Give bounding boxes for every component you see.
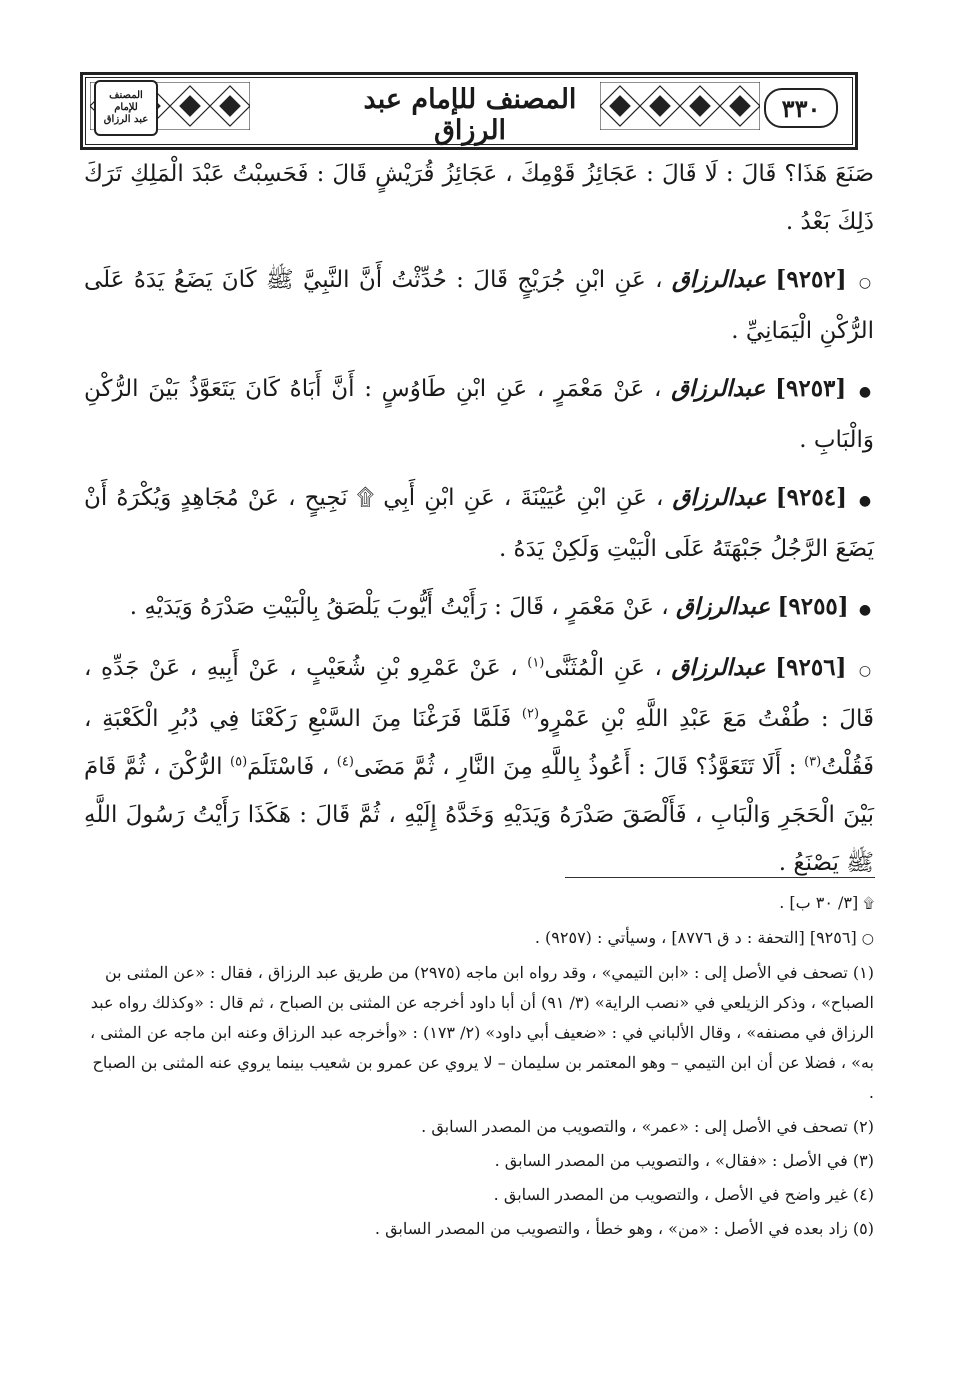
- hollow-circle-icon: [856, 256, 874, 307]
- paragraph-continuation: صَنَعَ هَذَا؟ قَالَ : لَا قَالَ : عَجَائِزُ قَوْمِكَ ، عَجَائِزُ قُرَيْشٍ قَالَ : فَحَسِبْتُ عَبْدَ الْمَلِكِ تَرَكَ ذَلِكَ بَعْدُ .: [84, 161, 874, 235]
- footnote-ref: (٢): [521, 706, 540, 722]
- page-number: ٣٣٠: [764, 88, 838, 128]
- narrator-name: عبدالرزاق: [671, 375, 766, 402]
- footnotes: [84, 888, 874, 1248]
- footnote-ref: (٤): [336, 754, 354, 770]
- hadith-text: ، عَنِ ابْنِ جُرَيْجٍ قَالَ : حُدِّثْتُ أَنَّ النَّبِيَّ ﷺ كَانَ يَضَعُ يَدَهُ عَلَى الرُّكْنِ الْيَمَانِيِّ .: [84, 267, 874, 344]
- hadith-number: [٩٢٥٤]: [775, 484, 847, 511]
- footnote-5: (٥) زاد بعده في الأصل : «من» ، وهو خطأ ، والتصويب من المصدر السابق .: [374, 1219, 874, 1238]
- hadith-text: الرُّكْنَ ، ثُمَّ قَامَ بَيْنَ الْحَجَرِ وَالْبَابِ ، فَأَلْصَقَ صَدْرَهُ وَيَدَيْهِ وَخَدَّهُ إِلَيْهِ ، ثُمَّ قَالَ : هَكَذَا رَأَيْتُ رَسُولَ اللَّهِ ﷺ يَصْنَعُ .: [84, 754, 874, 876]
- hadith-text: ، عَنْ عَمْرِو بْنِ شُعَيْبٍ ، عَنْ أَبِيهِ ، عَنْ جَدِّهِ ، قَالَ : طُفْتُ مَعَ عَبْدِ اللَّهِ بْنِ عَمْرٍو: [84, 655, 874, 732]
- seal-line: للإمام: [114, 102, 138, 113]
- manuscript-ref: [84, 888, 874, 919]
- manuscript-ref-text: [٣/ ٣٠ ب] .: [779, 893, 859, 912]
- filled-circle-icon: [856, 365, 874, 416]
- seal-line: المصنف: [109, 90, 143, 101]
- hadith-number: [٩٢٥٢]: [775, 266, 847, 293]
- hadith-text: ، عَنْ مَعْمَرٍ ، عَنِ ابْنِ طَاوُسٍ : أَنَّ أَبَاهُ كَانَ يَتَعَوَّذُ بَيْنَ الرُّكْنِ وَالْبَابِ .: [84, 376, 874, 453]
- hollow-circle-icon: [856, 644, 874, 695]
- narrator-name: عبدالرزاق: [676, 593, 771, 620]
- manuscript-marker-icon: ۩: [863, 896, 874, 912]
- page-header: [80, 72, 858, 150]
- hadith-9254: [84, 474, 874, 573]
- footnote-1: (١) تصحف في الأصل إلى : «ابن التيمي» ، وقد رواه ابن ماجه (٢٩٧٥) من طريق عبد الرزاق ، فقال : «عن المثنى بن الصباح» ، وذكر الزيلعي في «نصب الراية» (٣/ ٩١) أن أبا داود أخرجه عن المثنى بن الصباح ، ثم قال : «وكذلك رواه عبد الرزاق في مصنفه» ، وقال الألباني في : «ضعيف أبي داود» (٢/ ١٧٣) : «وأخرجه عبد الرزاق وعنه ابن ماجه عن المثنى ، به» ، فضلا عن أن ابن التيمي – وهو المعتمر بن سليمان – لا يروي عن عمرو بن شعيب بينما يروي عنه المثنى بن الصباح .: [89, 963, 874, 1102]
- footnote-separator: [565, 877, 875, 878]
- hadith-number: [٩٢٥٦]: [775, 654, 847, 681]
- footnote-ref: (٥): [230, 754, 248, 770]
- narrator-name: عبدالرزاق: [671, 654, 766, 681]
- book-seal-logo: [94, 80, 158, 136]
- footnote-4: (٤) غير واضح في الأصل ، والتصويب من المصدر السابق .: [493, 1185, 874, 1204]
- narrator-name: عبدالرزاق: [671, 266, 767, 293]
- seal-line: عبد الرزاق: [103, 114, 149, 125]
- book-title: المصنف للإمام عبد الرزاق: [363, 84, 577, 146]
- ornament-right: [600, 82, 760, 130]
- hadith-number: [٩٢٥٣]: [775, 375, 847, 402]
- hadith-9256: [84, 644, 874, 887]
- tuhfa-ref-text: [التحفة : د ق ٨٧٧٦] ، وسيأتي : (٩٢٥٧) .: [534, 928, 805, 947]
- hadith-text: ، عَنْ مَعْمَرٍ ، قَالَ : رَأَيْتُ أَيُّوبَ يَلْصَقُ بِالْبَيْتِ صَدْرَهُ وَيَدَيْهِ .: [129, 594, 669, 620]
- hadith-text: ، عَنِ الْمُثَنَّى: [544, 655, 662, 681]
- hadith-text: ، عَنِ ابْنِ عُيَيْنَةَ ، عَنِ ابْنِ أَبِي ۩ نَجِيحٍ ، عَنْ مُجَاهِدٍ وَيُكْرَهُ أَنْ يَضَعَ الرَّجُلُ جَبْهَتَهُ عَلَى الْبَيْتِ وَلَكِنْ يَدَهُ .: [84, 485, 874, 562]
- tuhfa-ref: [84, 923, 874, 954]
- hollow-circle-icon: ○: [861, 931, 874, 947]
- footnote-2: (٢) تصحف في الأصل إلى : «عمر» ، والتصويب من المصدر السابق .: [421, 1117, 874, 1136]
- hadith-text: ، فَاسْتَلَمَ: [247, 754, 330, 780]
- hadith-text: فَلَمَّا فَرَغْنَا مِنَ السَّبْعِ رَكَعْنَا فِي دُبُرِ الْكَعْبَةِ ، فَقُلْتُ: [84, 706, 875, 780]
- main-text: [84, 150, 874, 897]
- tuhfa-hadith-number: [٩٢٥٦]: [809, 928, 857, 947]
- filled-circle-icon: [856, 583, 874, 634]
- filled-circle-icon: [856, 474, 874, 525]
- hadith-9255: [84, 583, 874, 634]
- footnote-ref: (١): [527, 655, 545, 671]
- hadith-text: : أَلَا تَتَعَوَّذُ؟ قَالَ : أَعُوذُ بِاللَّهِ مِنَ النَّارِ ، ثُمَّ مَضَى: [353, 754, 797, 780]
- footnote-3: (٣) في الأصل : «فقال» ، والتصويب من المصدر السابق .: [494, 1151, 874, 1170]
- hadith-number: [٩٢٥٥]: [777, 593, 849, 620]
- hadith-9252: [84, 256, 874, 355]
- narrator-name: عبدالرزاق: [672, 484, 767, 511]
- footnote-ref: (٣): [804, 754, 822, 770]
- hadith-9253: [84, 365, 874, 464]
